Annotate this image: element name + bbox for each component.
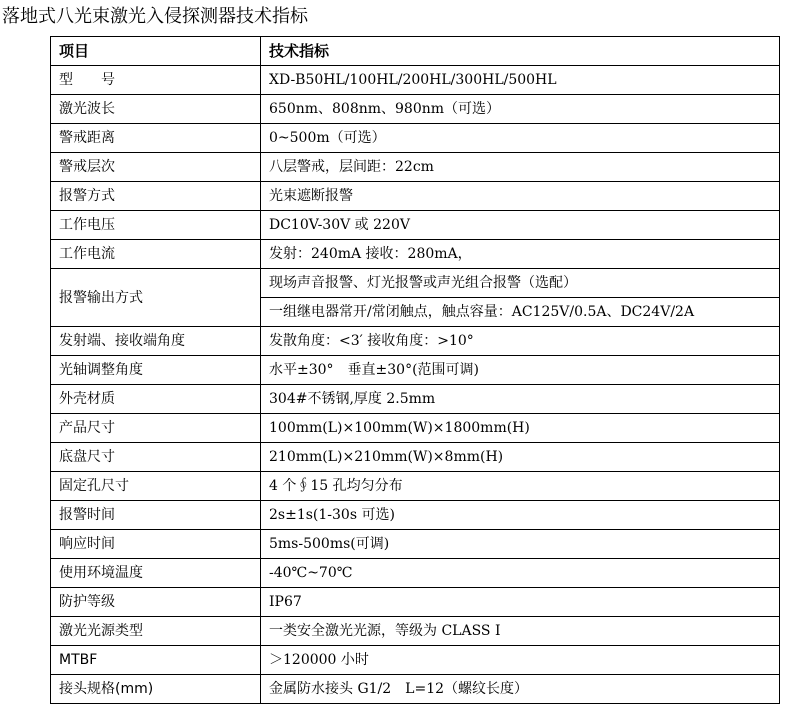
table-row <box>51 617 780 646</box>
table-row <box>51 443 780 472</box>
table-row <box>51 240 780 269</box>
row-item: 工作电流 <box>51 240 261 269</box>
row-spec: XD-B50HL/100HL/200HL/300HL/500HL <box>261 66 780 95</box>
row-item: 固定孔尺寸 <box>51 472 261 501</box>
row-spec: 100mm(L)×100mm(W)×1800mm(H) <box>261 414 780 443</box>
row-item: 底盘尺寸 <box>51 443 261 472</box>
table-row <box>51 501 780 530</box>
row-spec: 水平±30° 垂直±30°(范围可调) <box>261 356 780 385</box>
table-row <box>51 269 780 298</box>
row-spec: -40℃~70℃ <box>261 559 780 588</box>
table-row <box>51 675 780 704</box>
table-row <box>51 182 780 211</box>
row-item: 型 号 <box>51 66 261 95</box>
table-row <box>51 211 780 240</box>
row-item: 光轴调整角度 <box>51 356 261 385</box>
table-row <box>51 646 780 675</box>
table-row <box>51 356 780 385</box>
row-item: 外壳材质 <box>51 385 261 414</box>
row-spec: 光束遮断报警 <box>261 182 780 211</box>
row-spec: 一组继电器常开/常闭触点，触点容量：AC125V/0.5A、DC24V/2A <box>261 298 780 327</box>
row-spec: 5ms-500ms(可调) <box>261 530 780 559</box>
row-spec: 发射：240mA 接收：280mA， <box>261 240 780 269</box>
table-row <box>51 153 780 182</box>
table-header-row <box>51 37 780 66</box>
row-item: 警戒层次 <box>51 153 261 182</box>
row-spec: 2s±1s(1-30s 可选) <box>261 501 780 530</box>
table-row <box>51 530 780 559</box>
row-item: 激光光源类型 <box>51 617 261 646</box>
row-spec: 发散角度：<3′ 接收角度：>10° <box>261 327 780 356</box>
row-item: 防护等级 <box>51 588 261 617</box>
row-spec: 现场声音报警、灯光报警或声光组合报警（选配） <box>261 269 780 298</box>
row-item: 发射端、接收端角度 <box>51 327 261 356</box>
row-spec: 210mm(L)×210mm(W)×8mm(H) <box>261 443 780 472</box>
row-spec: IP67 <box>261 588 780 617</box>
table-row <box>51 385 780 414</box>
row-spec: 0~500m（可选） <box>261 124 780 153</box>
row-spec: 一类安全激光光源，等级为 CLASS Ⅰ <box>261 617 780 646</box>
row-item: 警戒距离 <box>51 124 261 153</box>
row-item: 使用环境温度 <box>51 559 261 588</box>
row-item: 报警时间 <box>51 501 261 530</box>
row-spec: 304#不锈钢,厚度 2.5mm <box>261 385 780 414</box>
table-row <box>51 588 780 617</box>
header-spec: 技术指标 <box>261 37 780 66</box>
header-item: 项目 <box>51 37 261 66</box>
row-item: MTBF <box>51 646 261 675</box>
table-row <box>51 414 780 443</box>
row-item: 报警输出方式 <box>51 269 261 327</box>
row-spec: DC10V-30V 或 220V <box>261 211 780 240</box>
row-spec: 4 个∮15 孔均匀分布 <box>261 472 780 501</box>
row-item: 报警方式 <box>51 182 261 211</box>
row-spec: 650nm、808nm、980nm（可选） <box>261 95 780 124</box>
spec-table <box>50 36 780 704</box>
table-row <box>51 95 780 124</box>
row-spec: 金属防水接头 G1/2 L=12（螺纹长度） <box>261 675 780 704</box>
row-item: 产品尺寸 <box>51 414 261 443</box>
row-spec: 八层警戒，层间距：22cm <box>261 153 780 182</box>
row-item: 响应时间 <box>51 530 261 559</box>
row-item: 接头规格(mm) <box>51 675 261 704</box>
row-item: 激光波长 <box>51 95 261 124</box>
table-row <box>51 472 780 501</box>
table-row <box>51 66 780 95</box>
document-title: 落地式八光束激光入侵探测器技术指标 <box>2 6 308 27</box>
table-row <box>51 124 780 153</box>
table-row <box>51 559 780 588</box>
row-spec: ＞120000 小时 <box>261 646 780 675</box>
row-item: 工作电压 <box>51 211 261 240</box>
table-row <box>51 327 780 356</box>
